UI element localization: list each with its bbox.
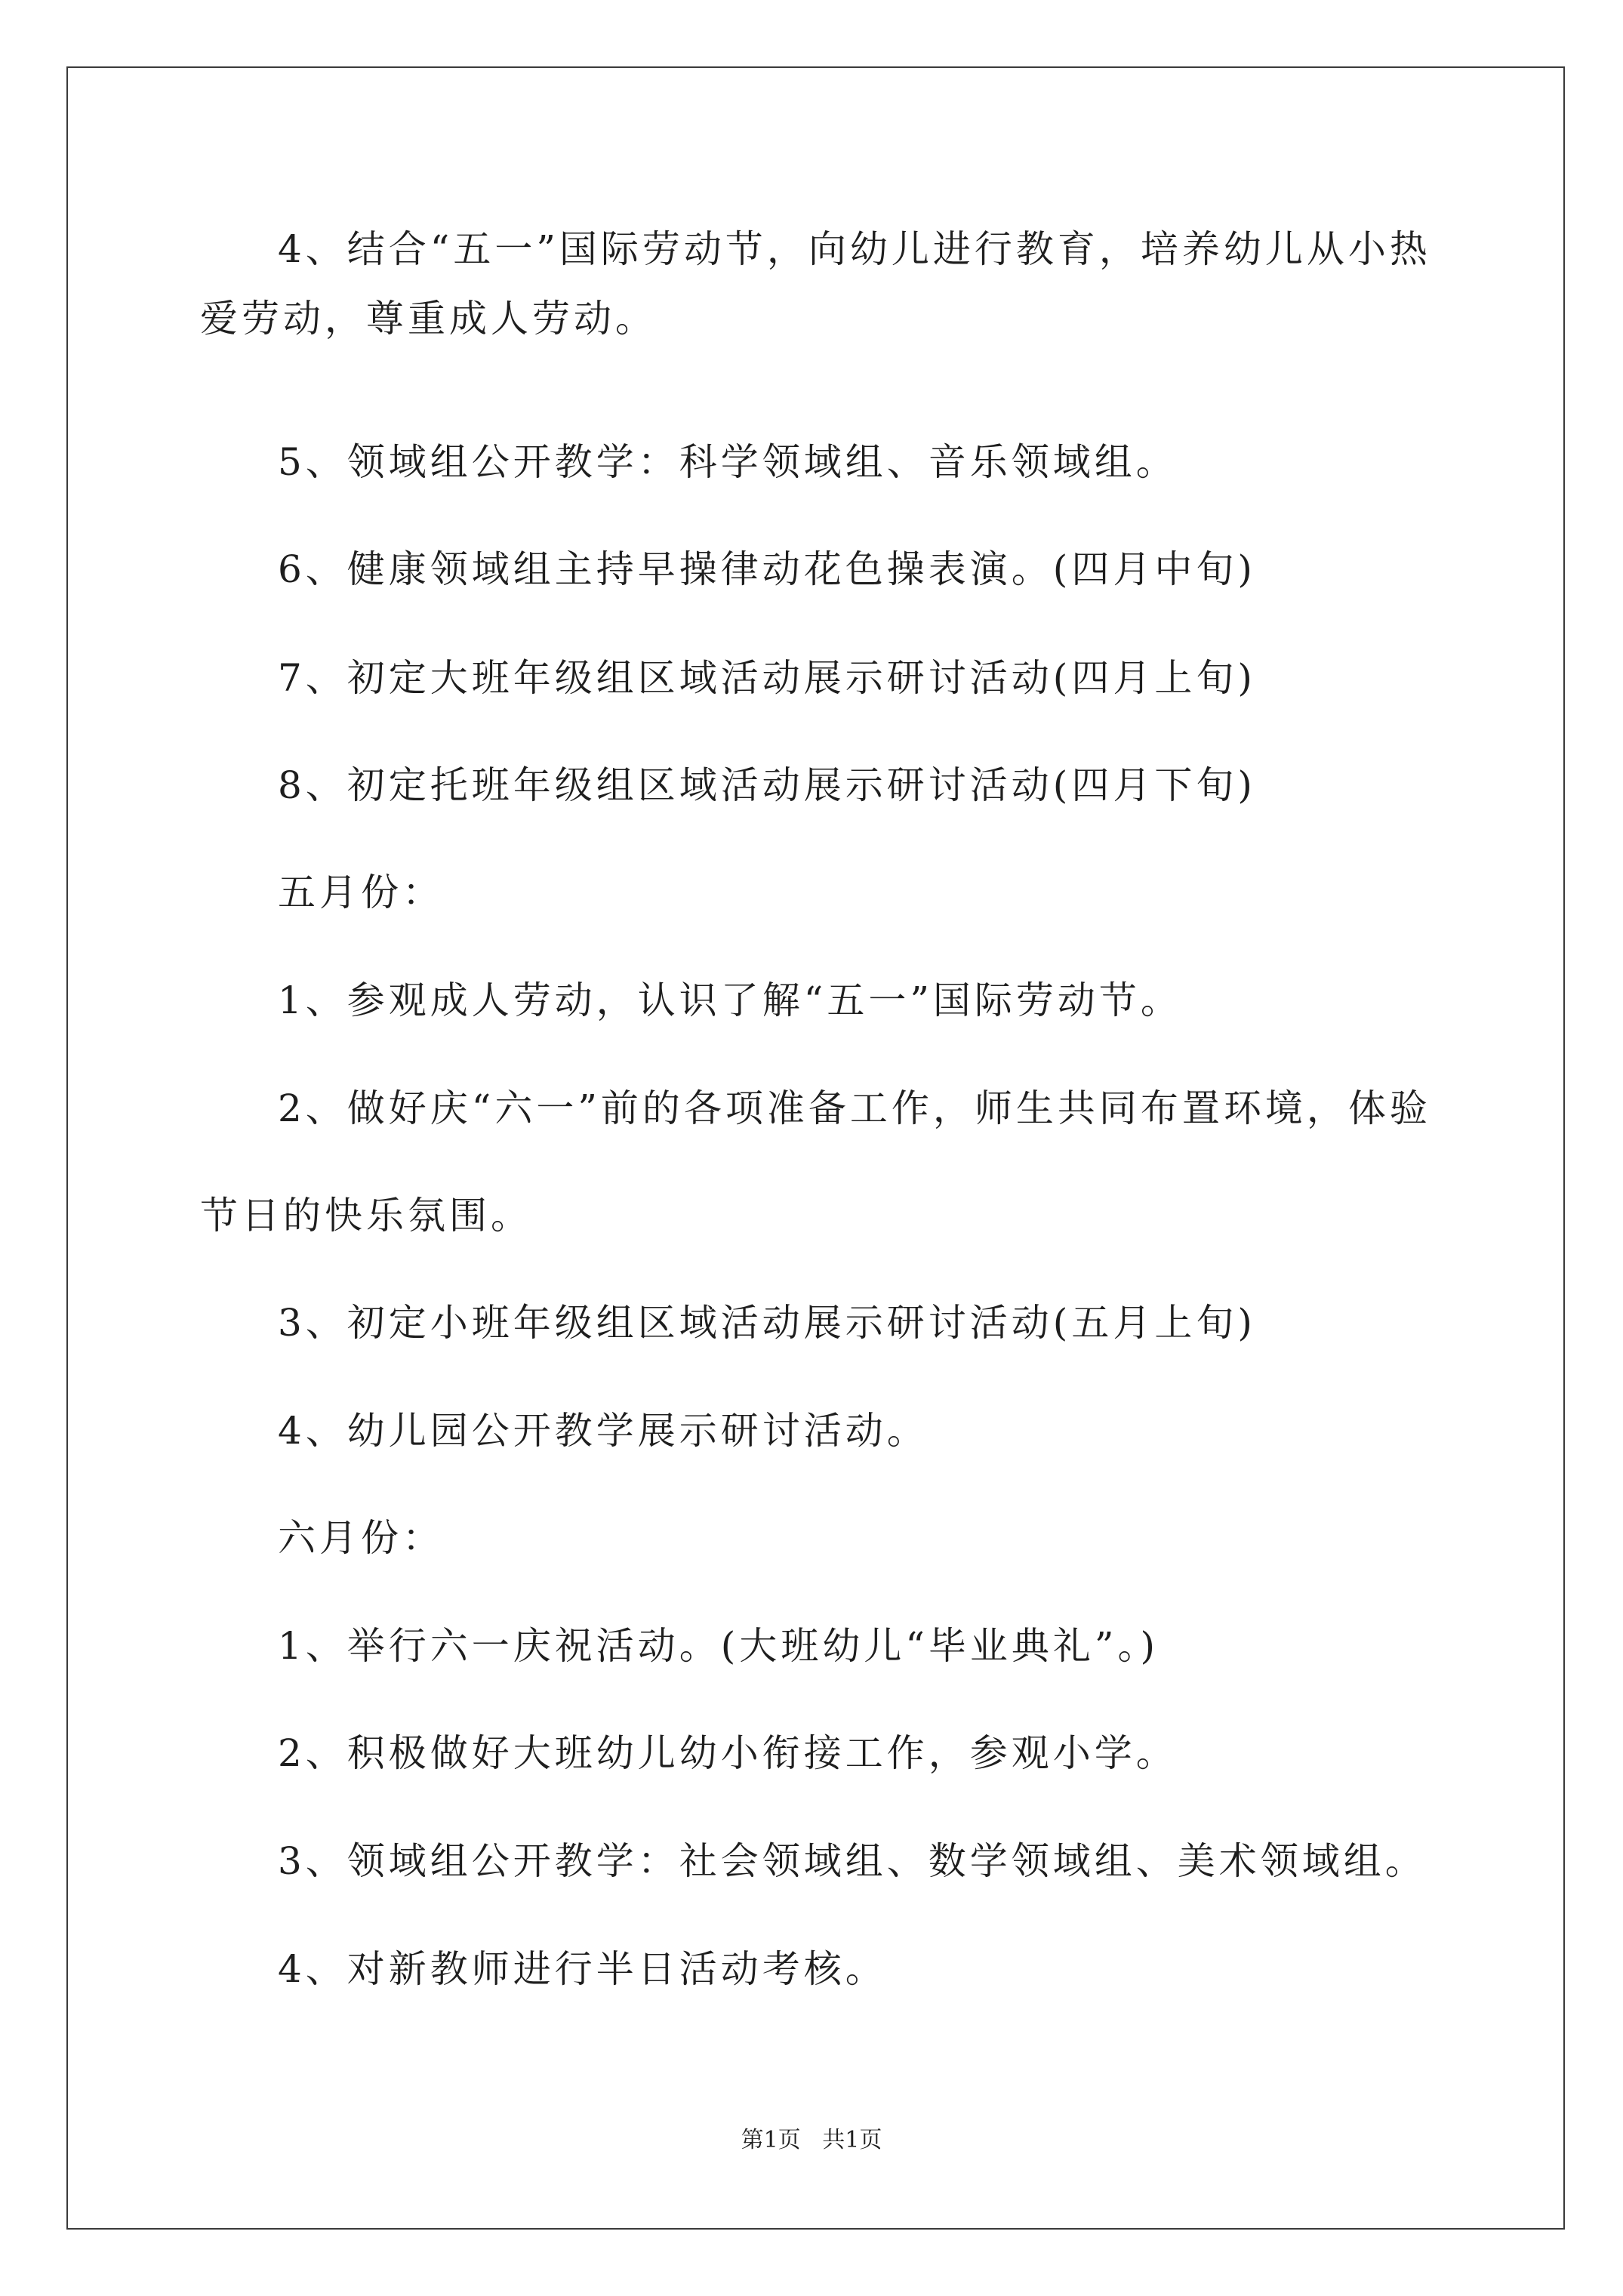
paragraph: 4、幼儿园公开教学展示研讨活动。 — [278, 1409, 929, 1453]
paragraph-continuation: 爱劳动，尊重成人劳动。 — [200, 297, 657, 341]
paragraph: 4、结合“五一”国际劳动节，向幼儿进行教育，培养幼儿从小热 — [278, 227, 1431, 271]
section-heading-june: 六月份： — [278, 1516, 444, 1560]
paragraph: 3、初定小班年级组区域活动展示研讨活动(五月上旬) — [278, 1301, 1256, 1345]
paragraph: 1、参观成人劳动，认识了解“五一”国际劳动节。 — [278, 978, 1182, 1022]
paragraph: 5、领域组公开教学：科学领域组、音乐领域组。 — [278, 440, 1178, 484]
paragraph: 6、健康领域组主持早操律动花色操表演。(四月中旬) — [278, 547, 1256, 591]
paragraph: 8、初定托班年级组区域活动展示研讨活动(四月下旬) — [278, 763, 1256, 807]
paragraph: 3、领域组公开教学：社会领域组、数学领域组、美术领域组。 — [278, 1839, 1427, 1883]
section-heading-may: 五月份： — [278, 871, 444, 914]
paragraph: 4、对新教师进行半日活动考核。 — [278, 1947, 887, 1991]
paragraph: 7、初定大班年级组区域活动展示研讨活动(四月上旬) — [278, 656, 1256, 700]
paragraph: 2、积极做好大班幼儿幼小衔接工作，参观小学。 — [278, 1731, 1178, 1775]
paragraph-continuation: 节日的快乐氛围。 — [200, 1194, 532, 1237]
paragraph: 1、举行六一庆祝活动。(大班幼儿“毕业典礼”。) — [278, 1624, 1159, 1668]
page-border — [66, 66, 1565, 2230]
page-footer: 第1页 共1页 — [741, 2127, 882, 2153]
paragraph: 2、做好庆“六一”前的各项准备工作，师生共同布置环境，体验 — [278, 1086, 1431, 1130]
